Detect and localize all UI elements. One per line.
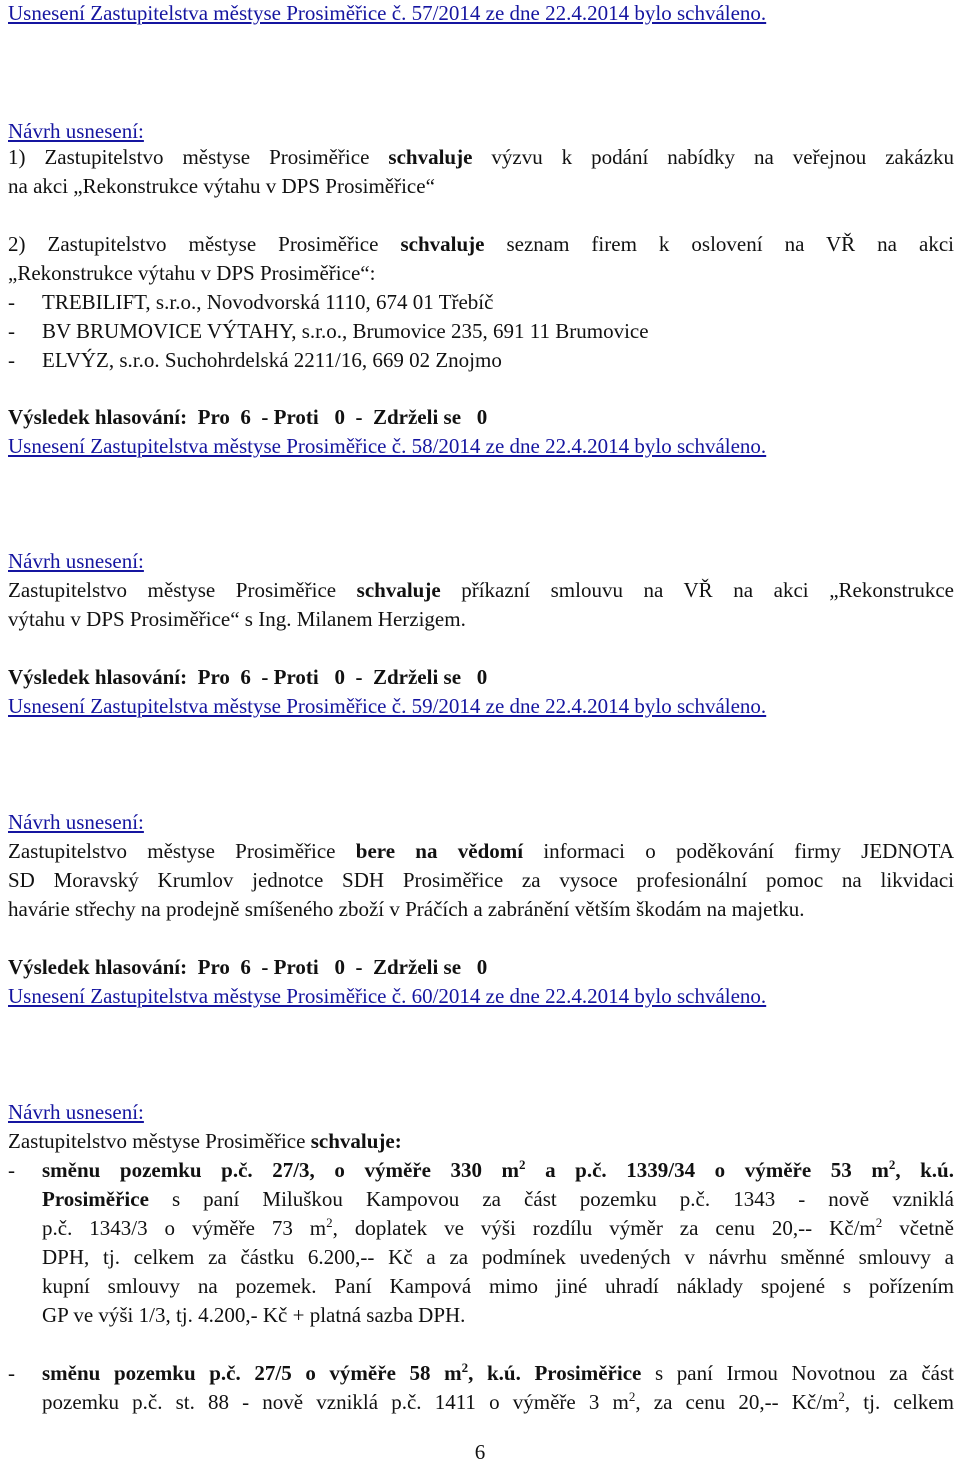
exchange-item-text: DPH, tj. celkem za částku 6.200,-- Kč a za podmínek uvedených v návrhu směnné smlouvy a (42, 1245, 954, 1269)
resolution-heading-60: Usnesení Zastupitelstva městyse Prosiměřice č. 60/2014 ze dne 22.4.2014 bylo schváleno. (8, 984, 767, 1008)
proposal-text-line: SD Moravský Krumlov jednotce SDH Prosiměřice za vysoce profesionální pomoc na likvidaci (8, 868, 954, 892)
proposal-text-line: Zastupitelstvo městyse Prosiměřice schvaluje příkazní smlouvu na VŘ na akci „Rekonstrukce (8, 578, 954, 602)
proposal-text-line: 2) Zastupitelstvo městyse Prosiměřice schvaluje seznam firem k oslovení na VŘ na akci (8, 232, 954, 256)
resolution-heading-57: Usnesení Zastupitelstva městyse Prosiměřice č. 57/2014 ze dne 22.4.2014 bylo schváleno. (8, 1, 767, 25)
firm-list-item: - ELVÝZ, s.r.o. Suchohrdelská 2211/16, 669 02 Znojmo (8, 348, 502, 372)
proposal-label: Návrh usnesení: (8, 810, 144, 834)
proposal-text-line: na akci „Rekonstrukce výtahu v DPS Prosiměřice“ (8, 174, 435, 198)
exchange-item: - směnu pozemku p.č. 27/5 o výměře 58 $m^2$, k.ú. Prosiměřice s paní Irmou Novotnou za část (8, 1360, 954, 1385)
vote-result: Výsledek hlasování: Pro 6 - Proti 0 - Zdrželi se 0 (8, 955, 488, 979)
proposal-text-line: 1) Zastupitelstvo městyse Prosiměřice schvaluje výzvu k podání nabídky na veřejnou zakázku (8, 145, 954, 169)
resolution-heading-58: Usnesení Zastupitelstva městyse Prosiměřice č. 58/2014 ze dne 22.4.2014 bylo schváleno. (8, 434, 767, 458)
vote-result: Výsledek hlasování: Pro 6 - Proti 0 - Zdrželi se 0 (8, 405, 488, 429)
exchange-item-text: Prosiměřice s paní Miluškou Kampovou za část pozemku p.č. 1343 - nově vzniklá (42, 1187, 954, 1211)
exchange-item-text: kupní smlouvy na pozemek. Paní Kampová mimo jiné uhradí náklady spojené s pořízením (42, 1274, 954, 1298)
page-number: 6 (474, 1440, 486, 1464)
exchange-item: - směnu pozemku p.č. 27/3, o výměře 330 $m^2$ a p.č. 1339/34 o výměře 53 $m^2$, k.ú. (8, 1157, 954, 1182)
proposal-text-line: výtahu v DPS Prosiměřice“ s Ing. Milanem Herzigem. (8, 607, 466, 631)
proposal-text-line: havárie střechy na prodejně smíšeného zboží v Práčích a zabránění větším škodám na majetku. (8, 897, 805, 921)
proposal-text-line: Zastupitelstvo městyse Prosiměřice bere na vědomí informaci o poděkování firmy JEDNOTA (8, 839, 954, 863)
firm-list-item: - TREBILIFT, s.r.o., Novodvorská 1110, 674 01 Třebíč (8, 290, 494, 314)
proposal-text-line: Zastupitelstvo městyse Prosiměřice schvaluje: (8, 1129, 402, 1153)
proposal-label: Návrh usnesení: (8, 549, 144, 573)
exchange-item-text: GP ve výši 1/3, tj. 4.200,- Kč + platná sazba DPH. (42, 1303, 466, 1327)
proposal-text-line: „Rekonstrukce výtahu v DPS Prosiměřice“: (8, 261, 376, 285)
firm-list-item: - BV BRUMOVICE VÝTAHY, s.r.o., Brumovice 235, 691 11 Brumovice (8, 319, 649, 343)
exchange-item-text: p.č. 1343/3 o výměře 73 $m^2$, doplatek ve výši rozdílu výměr za cenu 20,-- $Kč/m^2$ včetně (42, 1215, 954, 1240)
resolution-heading-59: Usnesení Zastupitelstva městyse Prosiměřice č. 59/2014 ze dne 22.4.2014 bylo schváleno. (8, 694, 767, 718)
proposal-label: Návrh usnesení: (8, 119, 144, 143)
vote-result: Výsledek hlasování: Pro 6 - Proti 0 - Zdrželi se 0 (8, 665, 488, 689)
exchange-item-text: pozemku p.č. st. 88 - nově vzniklá p.č. 1411 o výměře 3 $m^2$, za cenu 20,-- $Kč/m^2$, tj. celkem (42, 1389, 954, 1414)
proposal-label: Návrh usnesení: (8, 1100, 144, 1124)
